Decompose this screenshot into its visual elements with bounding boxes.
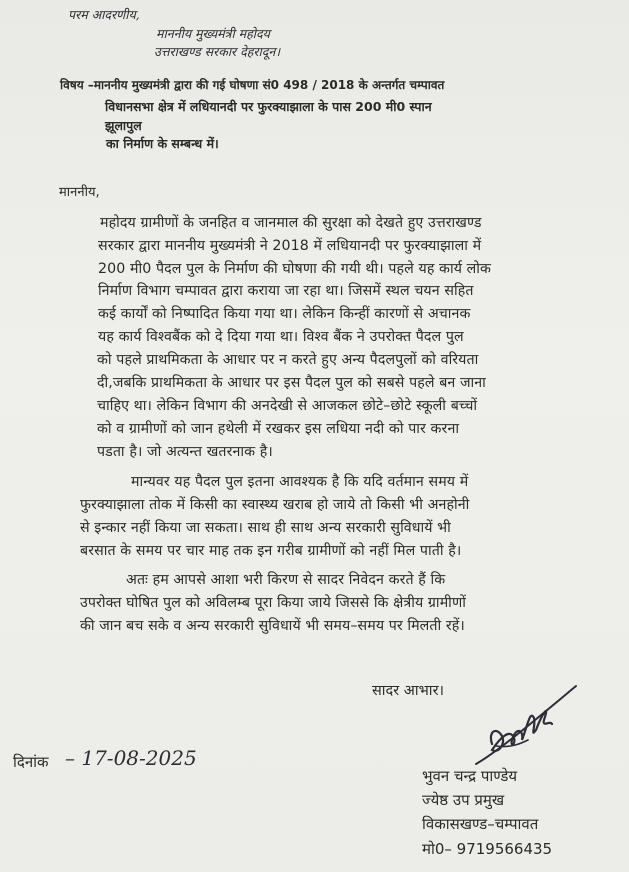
salutation: माननीय, — [59, 185, 100, 200]
address-line-2: माननीय मुख्यमंत्री महोदय — [156, 26, 270, 41]
address-line-3: उत्तराखण्ड सरकार देहरादून। — [154, 44, 281, 59]
paragraph-line: से इन्कार नहीं किया जा सकता। साथ ही साथ अन्य सरकारी सुविधायें भी — [80, 520, 451, 536]
paragraph-line: मान्यवर यह पैदल पुल इतना आवश्यक है कि यदि वर्तमान समय में — [131, 474, 469, 490]
date-value: – 17-08-2025 — [65, 746, 197, 770]
paragraph-line: निर्माण विभाग चम्पावत द्वारा कराया जा रहा था। जिसमें स्थल चयन सहित — [98, 283, 474, 299]
signatory-designation: ज्येष्ठ उप प्रमुख — [422, 791, 505, 809]
paragraph-line: सरकार द्वारा माननीय मुख्यमंत्री ने 2018 में लधियानदी पर फुरक्याझाला में — [98, 238, 482, 254]
subject-line-1: विषय –माननीय मुख्यमंत्री द्वारा की गई घोषणा सं0 498 / 2018 के अन्तर्गत चम्पावत — [60, 78, 445, 92]
paragraph-line: को पहले प्राथमिकता के आधार पर न करते हुए अन्य पैदलपुलों को वरियता — [97, 352, 479, 368]
signatory-office: विकासखण्ड–चम्पावत — [422, 815, 539, 833]
subject-line-3: झूलापुल — [105, 118, 142, 133]
closing: सादर आभार। — [372, 683, 444, 699]
signatory-name: भुवन चन्द्र पाण्डेय — [422, 767, 518, 785]
paragraph-line: यह कार्य विश्वबैंक को दे दिया गया था। विश्व बैंक ने उपरोक्त पैदल पुल — [98, 329, 464, 345]
paragraph-line: 200 मी0 पैदल पुल के निर्माण की घोषणा की गयी थी। पहले यह कार्य लोक — [98, 261, 492, 277]
paragraph-line: कई कार्यों को निष्पादित किया गया था। लेकिन किन्हीं कारणों से अचानक — [98, 306, 471, 322]
paragraph-line: फुरक्याझाला तोक में किसी का स्वास्थ्य खराब हो जाये तो किसी भी अनहोनी — [80, 497, 470, 513]
paragraph-line: महोदय ग्रामीणों के जनहित व जानमाल की सुरक्षा को देखते हुए उत्तराखण्ड — [100, 215, 482, 231]
paragraph-line: की जान बच सके व अन्य सरकारी सुविधायें भी समय–समय पर मिलती रहें। — [80, 618, 465, 634]
paragraph-line: अतः हम आपसे आशा भरी किरण से सादर निवेदन करते हैं कि — [126, 572, 446, 588]
paragraph-line: को व ग्रामीणों को जान हथेली में रखकर इस लधिया नदी को पार करना — [97, 421, 460, 437]
subject-line-4: का निर्माण के सम्बन्ध में। — [106, 136, 219, 151]
date-label: दिनांक — [13, 753, 49, 771]
paragraph-line: बरसात के समय पर चार माह तक इन गरीब ग्रामीणों को नहीं मिल पाती है। — [80, 543, 462, 559]
signature — [470, 680, 580, 772]
signatory-mobile: मो0– 9719566435 — [422, 840, 553, 858]
paragraph-line: उपरोक्त घोषित पुल को अविलम्ब पूरा किया जाये जिससे कि क्षेत्रीय ग्रामीणों — [80, 595, 466, 611]
subject-line-2: विधानसभा क्षेत्र में लधियानदी पर फुरक्याझाला के पास 200 मी0 स्पान — [105, 99, 432, 114]
paragraph-line: चाहिए था। लेकिन विभाग की अनदेखी से आजकल छोटे–छोटे स्कूली बच्चों — [97, 398, 478, 414]
paragraph-line: पडता है। जो अत्यन्त खतरनाक है। — [97, 444, 273, 460]
paragraph-line: दी,जबकि प्राथमिकता के आधार पर इस पैदल पुल को सबसे पहले बन जाना — [97, 375, 486, 391]
address-line-1: परम आदरणीय, — [68, 7, 140, 22]
